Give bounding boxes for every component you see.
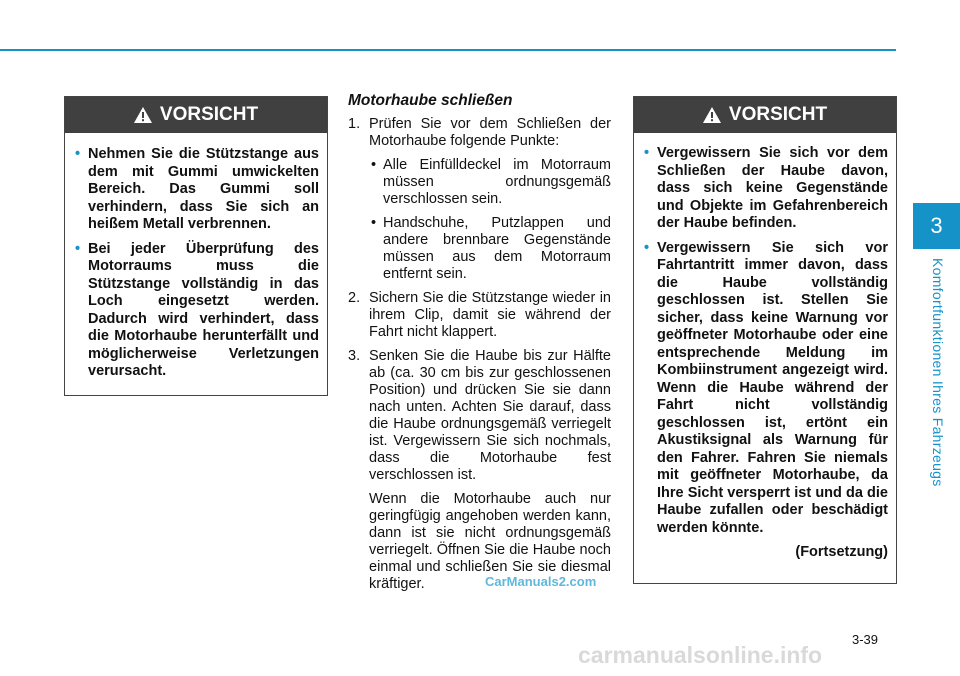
caution-item: • Vergewissern Sie sich vor dem Schließen der Haube davon, dass sich keine Gegenstände und Objekte im Gefahrenbereich der Haube befinden. (644, 145, 888, 231)
step-1-bullet: • Handschuhe, Putzlappen und andere brennbare Gegenstände müssen aus dem Motorraum entfernt sein. (371, 215, 611, 282)
caution-item: • Bei jeder Überprüfung des Motorraums muss die Stützstange vollständig in das Loch eingesetzt werden. Dadurch wird verhindert, dass die Motorhaube herunterfällt und möglicherweise Verletzungen verursacht. (75, 240, 319, 379)
caution-header (634, 97, 896, 133)
caution-item: • Vergewissern Sie sich vor Fahrtantritt immer davon, dass die Haube vollständig geschlossen ist. Stellen Sie sicher, dass keine Warnung vor geöffneter Motorhaube oder eine entsprechende Meldung im Kombiinstrument angezeigt wird. Wenn die Haube während der Fahrt nicht vollständig geschlossen ist, ertönt ein Akustiksignal als Warnung für den Fahrer. Fahren Sie niemals mit geöffneter Motorhaube, da Ihre Sicht versperrt ist und da die Haube zufallen oder beschädigt werden könnte. (644, 239, 888, 536)
watermark-big: carmanualsonline.info (578, 642, 823, 668)
top-rule (0, 49, 896, 51)
watermark-small: CarManuals2.com (485, 574, 597, 589)
caution-box-right (633, 96, 897, 584)
page-number: 3-39 (852, 632, 879, 647)
bullet-icon: • (644, 239, 650, 256)
warning-icon (134, 107, 152, 123)
step-3: 3. Senken Sie die Haube bis zur Hälfte ab (ca. 30 cm bis zur geschlossenen Position) und drücken Sie sie dann nach unten. Achten Sie darauf, dass die Haube ordnungsgemäß verriegelt ist. Vergewissern Sie sich nochmals, dass die Motorhaube fest verschlossen ist. (348, 348, 611, 483)
caution-header (65, 97, 327, 133)
warning-icon (703, 107, 721, 123)
section-heading: Motorhaube schließen (348, 92, 513, 109)
caution-item: • Nehmen Sie die Stützstange aus dem mit Gummi umwickelten Bereich. Das Gummi soll verhindern, dass Sie sich an heißem Metall verbrennen. (75, 146, 319, 232)
caution-box-left (64, 96, 328, 396)
bullet-icon: • (75, 146, 81, 162)
chapter-number: 3 (930, 213, 943, 238)
bullet-icon: • (371, 215, 377, 231)
step-3-note: Wenn die Motorhaube auch nur geringfügig angehoben werden kann, dann ist sie nicht ordnungsgemäß verriegelt. Öffnen Sie die Haube noch einmal und schließen Sie sie diesmal kräftiger. (369, 491, 611, 592)
main-column (348, 92, 611, 593)
chapter-tab (913, 203, 960, 249)
step-2: 2. Sichern Sie die Stützstange wieder in ihrem Clip, damit sie während der Fahrt nicht klappert. (348, 290, 611, 340)
chapter-label: Komfortfunktionen Ihres Fahrzeugs (930, 258, 946, 487)
caution-title: VORSICHT (728, 104, 828, 125)
bullet-icon: • (371, 157, 377, 173)
caution-title: VORSICHT (159, 104, 259, 125)
step-1-bullet: • Alle Einfülldeckel im Motorraum müssen ordnungsgemäß verschlossen sein. (371, 157, 611, 207)
step-1: 1. Prüfen Sie vor dem Schließen der Motorhaube folgende Punkte: • Alle Einfülldeckel im Motorraum müssen ordnungsgemäß verschlossen sein. • Handschuhe, Putzlappen und andere brennbare Gegenstände müssen aus dem Motorraum entfernt sein. (348, 116, 611, 282)
bullet-icon: • (75, 240, 81, 257)
continued-note: (Fortsetzung) (795, 544, 888, 560)
bullet-icon: • (644, 145, 650, 161)
